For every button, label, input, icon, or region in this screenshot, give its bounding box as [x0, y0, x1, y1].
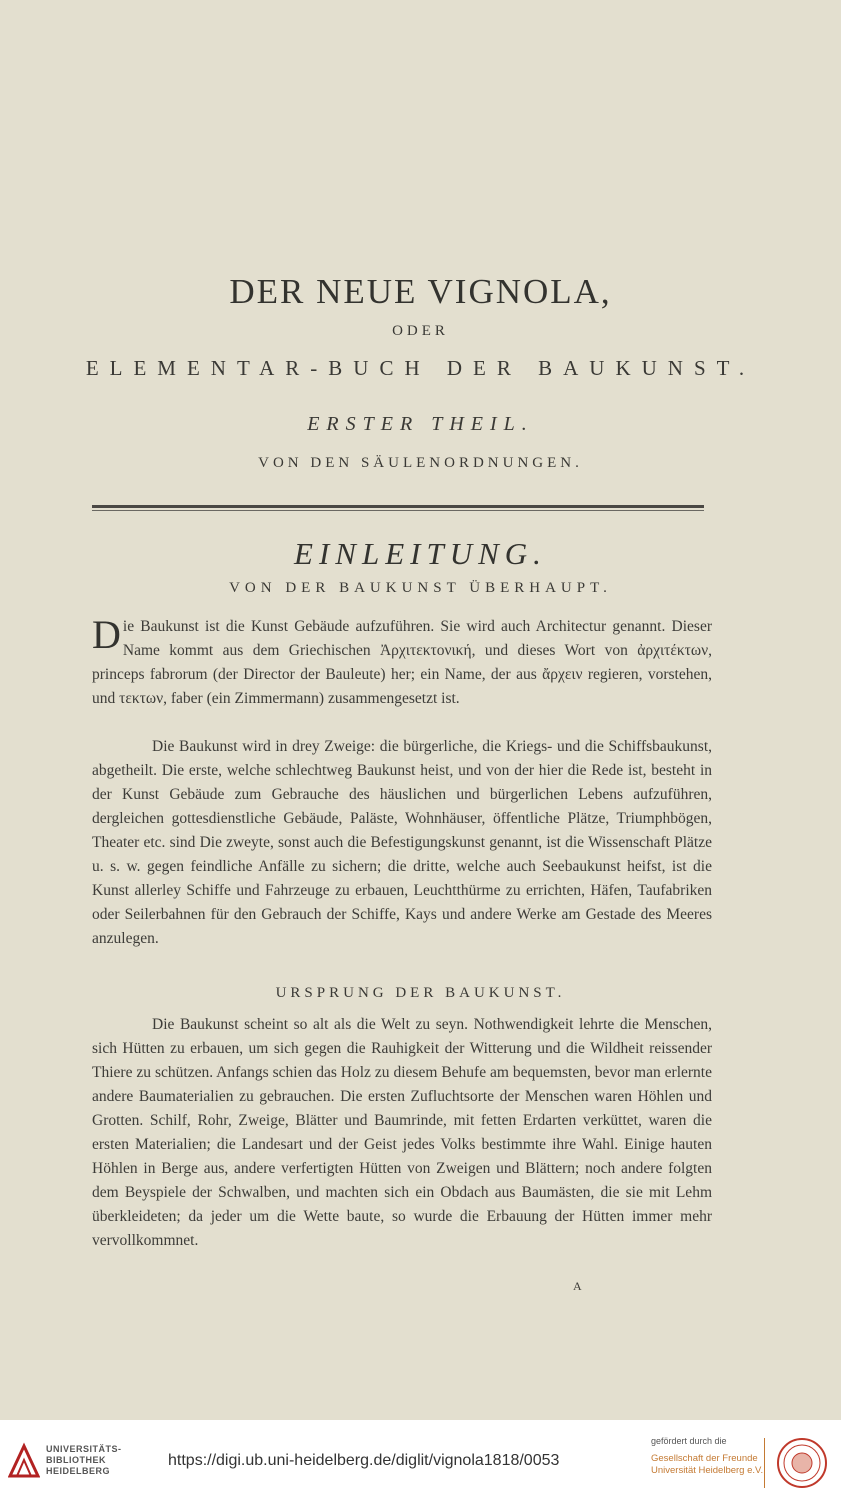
section-heading-einleitung: EINLEITUNG.: [294, 536, 547, 571]
paragraph-zweige: Die Baukunst wird in drey Zweige: die bürgerliche, die Kriegs- und die Schiffsbaukunst, abgetheilt. Die erste, welche schlechtweg Baukunst heist, und von der hier die Rede ist, besteht in der Kunst Gebäude zum Gebrauche des häuslichen und bürgerlichen Lebens aufzuführen, dergleichen gottesdienstliche Gebäude, Paläste, Wohnhäuser, öffentliche Plätze, Triumphbögen, Theater etc. sind Die zweyte, sonst auch die Befestigungskunst genannt, ist die Wissenschaft Plätze u. s. w. gegen feindliche Anfälle zu sichern; die dritte, welche auch Seebaukunst heifst, ist die Kunst allerley Schiffe und Fahrzeuge zu erbauen, Leuchtthürme zu errichten, Häfen, Taufabriken oder Seilerbahnen für den Gebrauch der Schiffe, Kays und andere Werke am Gestade des Meeres anzulegen.: [92, 738, 712, 947]
signature-mark: A: [573, 1279, 582, 1293]
library-name: UNIVERSITÄTS- BIBLIOTHEK HEIDELBERG: [46, 1444, 122, 1476]
section-subheading: VON DER BAUKUNST ÜBERHAUPT.: [229, 580, 612, 596]
university-seal-icon: [776, 1437, 828, 1489]
permalink-url[interactable]: https://digi.ub.uni-heidelberg.de/diglit/vignola1818/0053: [168, 1452, 560, 1469]
paragraph-intro-text: ie Baukunst ist die Kunst Gebäude aufzuführen. Sie wird auch Architectur genannt. Dieser Name kommt aus dem Griechischen Ἀρχιτεκτονική, und dieses Wort von ἀρχιτέκτων, princeps fabrorum (der Director der Bauleute) her; ein Name, der aus ἄρχειν regieren, vorstehen, und τεκτων, faber (ein Zimmermann) zusammengesetzt ist.: [92, 618, 712, 707]
part-subtitle: VON DEN SÄULENORDNUNGEN.: [258, 455, 583, 471]
thin-divider: [92, 510, 704, 511]
title-oder: ODER: [392, 323, 449, 339]
footer-divider: [764, 1438, 765, 1488]
drop-cap: D: [92, 612, 121, 657]
funded-by-label: gefördert durch die: [651, 1436, 727, 1446]
paragraph-intro: [92, 612, 712, 711]
book-subtitle: ELEMENTAR-BUCH DER BAUKUNST.: [85, 356, 756, 380]
paragraph-ursprung: Die Baukunst scheint so alt als die Welt zu seyn. Nothwendigkeit lehrte die Menschen, sich Hütten zu erbauen, um sich gegen die Rauhigkeit der Witterung und die Wildheit reissender Thiere zu schützen. Anfangs schien das Holz zu diesem Behufe am bequemsten, bevor man erlernte andere Baumaterialien zu gebrauchen. Die ersten Zufluchtsorte der Menschen waren Höhlen und Grotten. Schilf, Rohr, Zweige, Blätter und Baumrinde, mit fetten Erdarten verküttet, waren die ersten Materialien; die Landesart und der Geist jedes Volks bestimmte ihre Wahl. Einige hauten Höhlen in Berge aus, andere verfertigten Hütten von Zweigen und Blättern; noch andere folgten dem Beyspiele der Schwalben, und machten sich ein Obdach aus Baumästen, die sie mit Lehm überkleideten; da jeder um die Wette baute, so wurde die Erbauung der Hütten immer mehr vervollkommnet.: [92, 1016, 712, 1249]
footer-bar: [0, 1420, 841, 1495]
book-title: DER NEUE VIGNOLA,: [229, 272, 612, 311]
thick-divider: [92, 505, 704, 508]
part-title: ERSTER THEIL.: [307, 413, 534, 435]
society-name: Gesellschaft der Freunde Universität Heidelberg e.V.: [651, 1453, 764, 1476]
section-heading-ursprung: URSPRUNG DER BAUKUNST.: [275, 985, 566, 1001]
library-logo-icon: [8, 1442, 40, 1478]
